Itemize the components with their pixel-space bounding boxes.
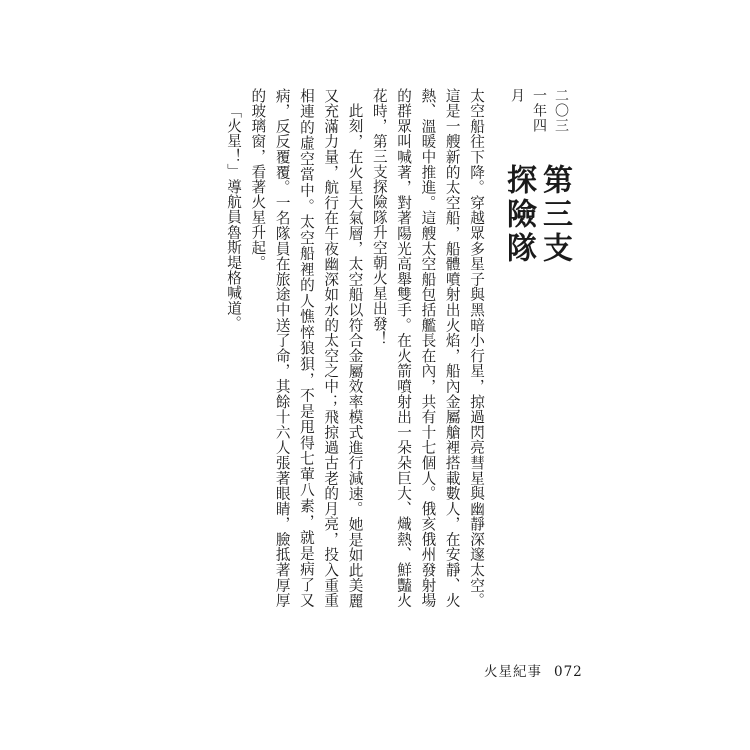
page-number: 072 — [554, 664, 583, 680]
chapter-title: 第三支探險隊 — [501, 164, 572, 267]
page-footer — [484, 660, 583, 680]
chapter-date: 二〇三一年四月 — [509, 88, 569, 133]
book-title: 火星紀事 — [484, 664, 542, 680]
chapter-body — [225, 88, 488, 608]
chapter-heading — [500, 88, 572, 278]
paragraph: 「火星！」導航員魯斯堤格喊道。 — [225, 102, 243, 331]
paragraph: 此刻，在火星大氣層，太空船以符合金屬效率模式進行減速。她是如此美麗又充滿力量，航行在午夜幽深如水的太空之中；飛掠過古老的月亮，投入重重相連的虛空當中。太空船裡的人憔悴狼狽，不是甩得七葷八素，就是病了又病，反反覆覆。一名隊員在旅途中送了命，其餘十六人張著眼睛，臉抵著厚厚的玻璃窗，看著火星升起。 — [249, 88, 364, 608]
paragraph: 太空船往下降。穿越眾多星子與黑暗小行星，掠過閃亮彗星與幽靜深邃太空。這是一艘新的太空船，船體噴射出火焰，船內金屬艙裡搭載數人，在安靜、火熱、溫暖中推進。這艘太空船包括艦長在內，共有十七個人。俄亥俄州發射場的群眾叫喊著，對著陽光高舉雙手。在火箭噴射出一朵朵巨大、熾熱、鮮豔火花時，第三支探險隊升空朝火星出發！ — [370, 88, 485, 608]
